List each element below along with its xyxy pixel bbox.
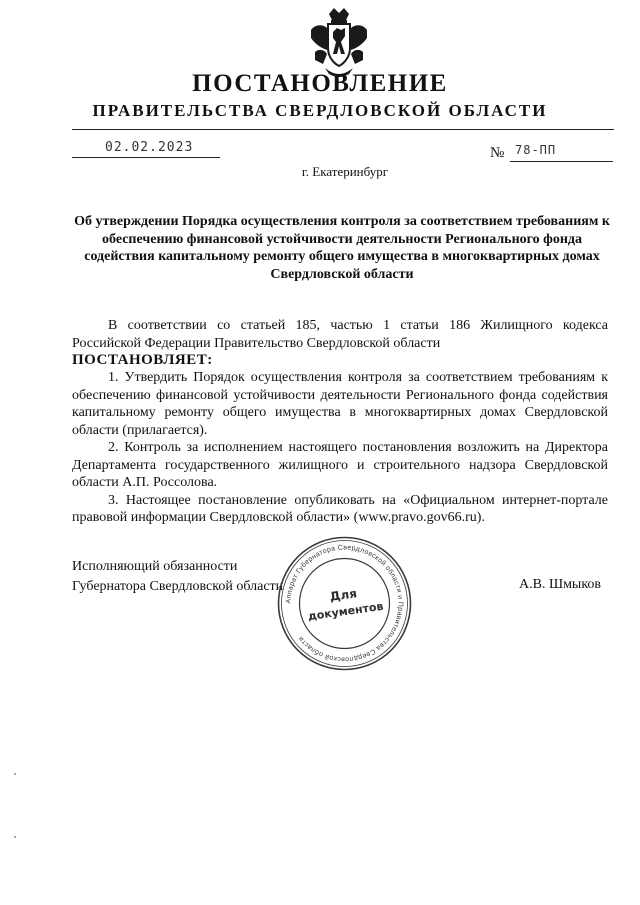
document-body bbox=[72, 317, 608, 527]
coat-of-arms-emblem bbox=[305, 8, 373, 78]
signatory-position-line-2: Губернатора Свердловской области bbox=[72, 579, 284, 594]
stamp-center-line-1: Для bbox=[328, 586, 358, 604]
date-underline bbox=[72, 157, 220, 158]
decree-word: ПОСТАНОВЛЯЕТ: bbox=[72, 352, 213, 368]
number-underline bbox=[510, 161, 613, 162]
issuing-authority: ПРАВИТЕЛЬСТВА СВЕРДЛОВСКОЙ ОБЛАСТИ bbox=[92, 101, 548, 120]
scan-dot bbox=[14, 836, 16, 838]
header-divider bbox=[72, 129, 614, 130]
decree-item-1: 1. Утвердить Порядок осуществления контроля за соответствием требованиям к обеспечению финансовой устойчивости деятельности Регионального фонда содействия капитальному ремонту общего имущества в многоквартирных домах Свердловской области (прилагается). bbox=[72, 370, 608, 438]
document-date: 02.02.2023 bbox=[105, 140, 194, 155]
scan-dot bbox=[14, 773, 16, 775]
official-stamp bbox=[276, 535, 413, 672]
stamp-center-line-2: документов bbox=[307, 599, 385, 624]
document-heading: Об утверждении Порядка осуществления контроля за соответствием требованиям к обеспечению финансовой устойчивости деятельности Регионального фонда содействия капитальному ремонту общего имущества в многоквартирных домах Свердловской области bbox=[74, 214, 610, 282]
document-number: 78-ПП bbox=[515, 143, 557, 157]
svg-text:Аппарат Губернатора Свердловск bbox=[285, 544, 403, 662]
decree-item-2: 2. Контроль за исполнением настоящего постановления возложить на Директора Департамента государственного жилищного и строительного надзора Свердловской области А.П. Россолова. bbox=[72, 440, 608, 490]
preamble: В соответствии со статьей 185, частью 1 статьи 186 Жилищного кодекса Российской Федерации Правительство Свердловской области bbox=[72, 318, 608, 351]
stamp-ring-text: Аппарат Губернатора Свердловской области и Правительства Свердловской области bbox=[285, 544, 404, 663]
city: г. Екатеринбург bbox=[301, 164, 389, 179]
signatory-name: А.В. Шмыков bbox=[519, 577, 602, 592]
number-sign: № bbox=[490, 145, 505, 161]
signatory-position-line-1: Исполняющий обязанности bbox=[72, 559, 238, 574]
signatory-position bbox=[72, 557, 283, 597]
decree-item-3: 3. Настоящее постановление опубликовать на «Официальном интернет-портале правовой информации Свердловской области» (www.pravo.gov66.ru). bbox=[72, 492, 608, 525]
document-title: ПОСТАНОВЛЕНИЕ bbox=[192, 70, 448, 97]
